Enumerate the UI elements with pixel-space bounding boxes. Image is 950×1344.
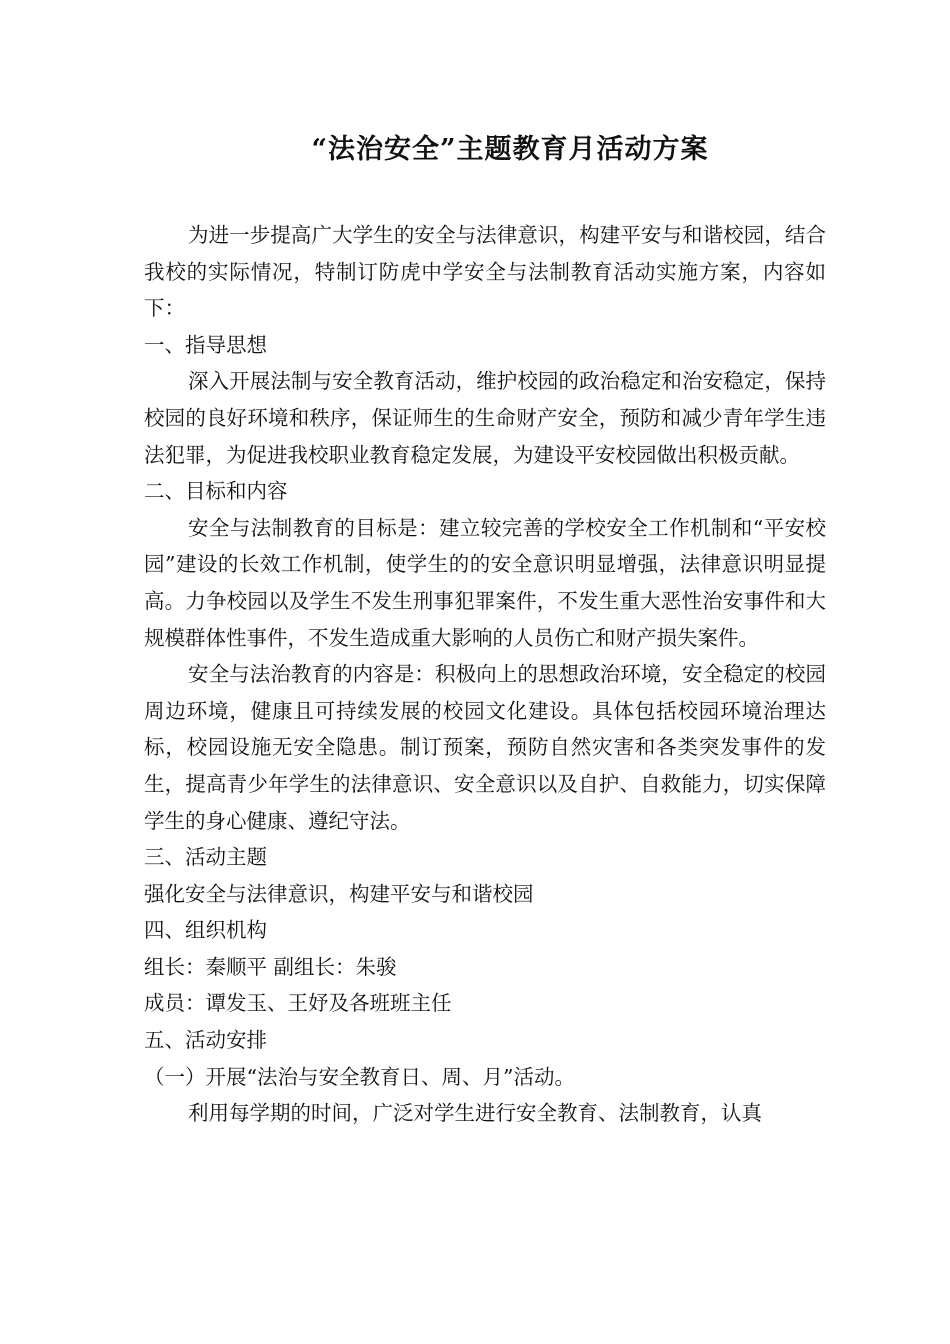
section-heading-activity-arrangement: 五、活动安排 [144,1028,267,1053]
content-paragraph: 安全与法治教育的内容是：积极向上的思想政治环境，安全稳定的校园周边环境，健康且可持续发展的校园文化建设。具体包括校园环境治理达标，校园设施无安全隐患。制订预案，预防自然灾害和各类突发事件的发生，提高青少年学生的法律意识、安全意识以及自护、自救能力，切实保障学生的身心健康、遵纪守法。 [144,662,826,833]
organization-members: 成员：谭发玉、王妤及各班班主任 [144,991,452,1016]
goals-paragraph: 安全与法制教育的目标是：建立较完善的学校安全工作机制和“平安校园”建设的长效工作机制，使学生的的安全意识明显增强，法律意识明显提高。力争校园以及学生不发生刑事犯罪案件，不发生重大恶性治安事件和大规模群体性事件，不发生造成重大影响的人员伤亡和财产损失案件。 [144,515,826,650]
section-heading-guiding-thought: 一、指导思想 [144,332,267,357]
activity-theme-text: 强化安全与法律意识，构建平安与和谐校园 [144,881,534,906]
section-heading-activity-theme: 三、活动主题 [144,845,267,870]
intro-paragraph: 为进一步提高广大学生的安全与法律意识，构建平安与和谐校园，结合我校的实际情况，特制订防虎中学安全与法制教育活动实施方案，内容如下： [144,223,826,321]
education-days-paragraph: 利用每学期的时间，广泛对学生进行安全教育、法制教育，认真 [188,1101,762,1126]
subsection-heading-education-days: （一）开展“法治与安全教育日、周、月”活动。 [144,1064,575,1089]
document-title: “法治安全”主题教育月活动方案 [311,134,709,165]
section-heading-organization: 四、组织机构 [144,918,267,943]
document-body [144,217,826,1132]
organization-leaders: 组长：秦顺平 副组长：朱骏 [144,954,397,979]
section-heading-goals-content: 二、目标和内容 [144,479,288,504]
guiding-thought-paragraph: 深入开展法制与安全教育活动，维护校园的政治稳定和治安稳定，保持校园的良好环境和秩序，保证师生的生命财产安全，预防和减少青年学生违法犯罪，为促进我校职业教育稳定发展，为建设平安校园做出积极贡献。 [144,369,826,467]
